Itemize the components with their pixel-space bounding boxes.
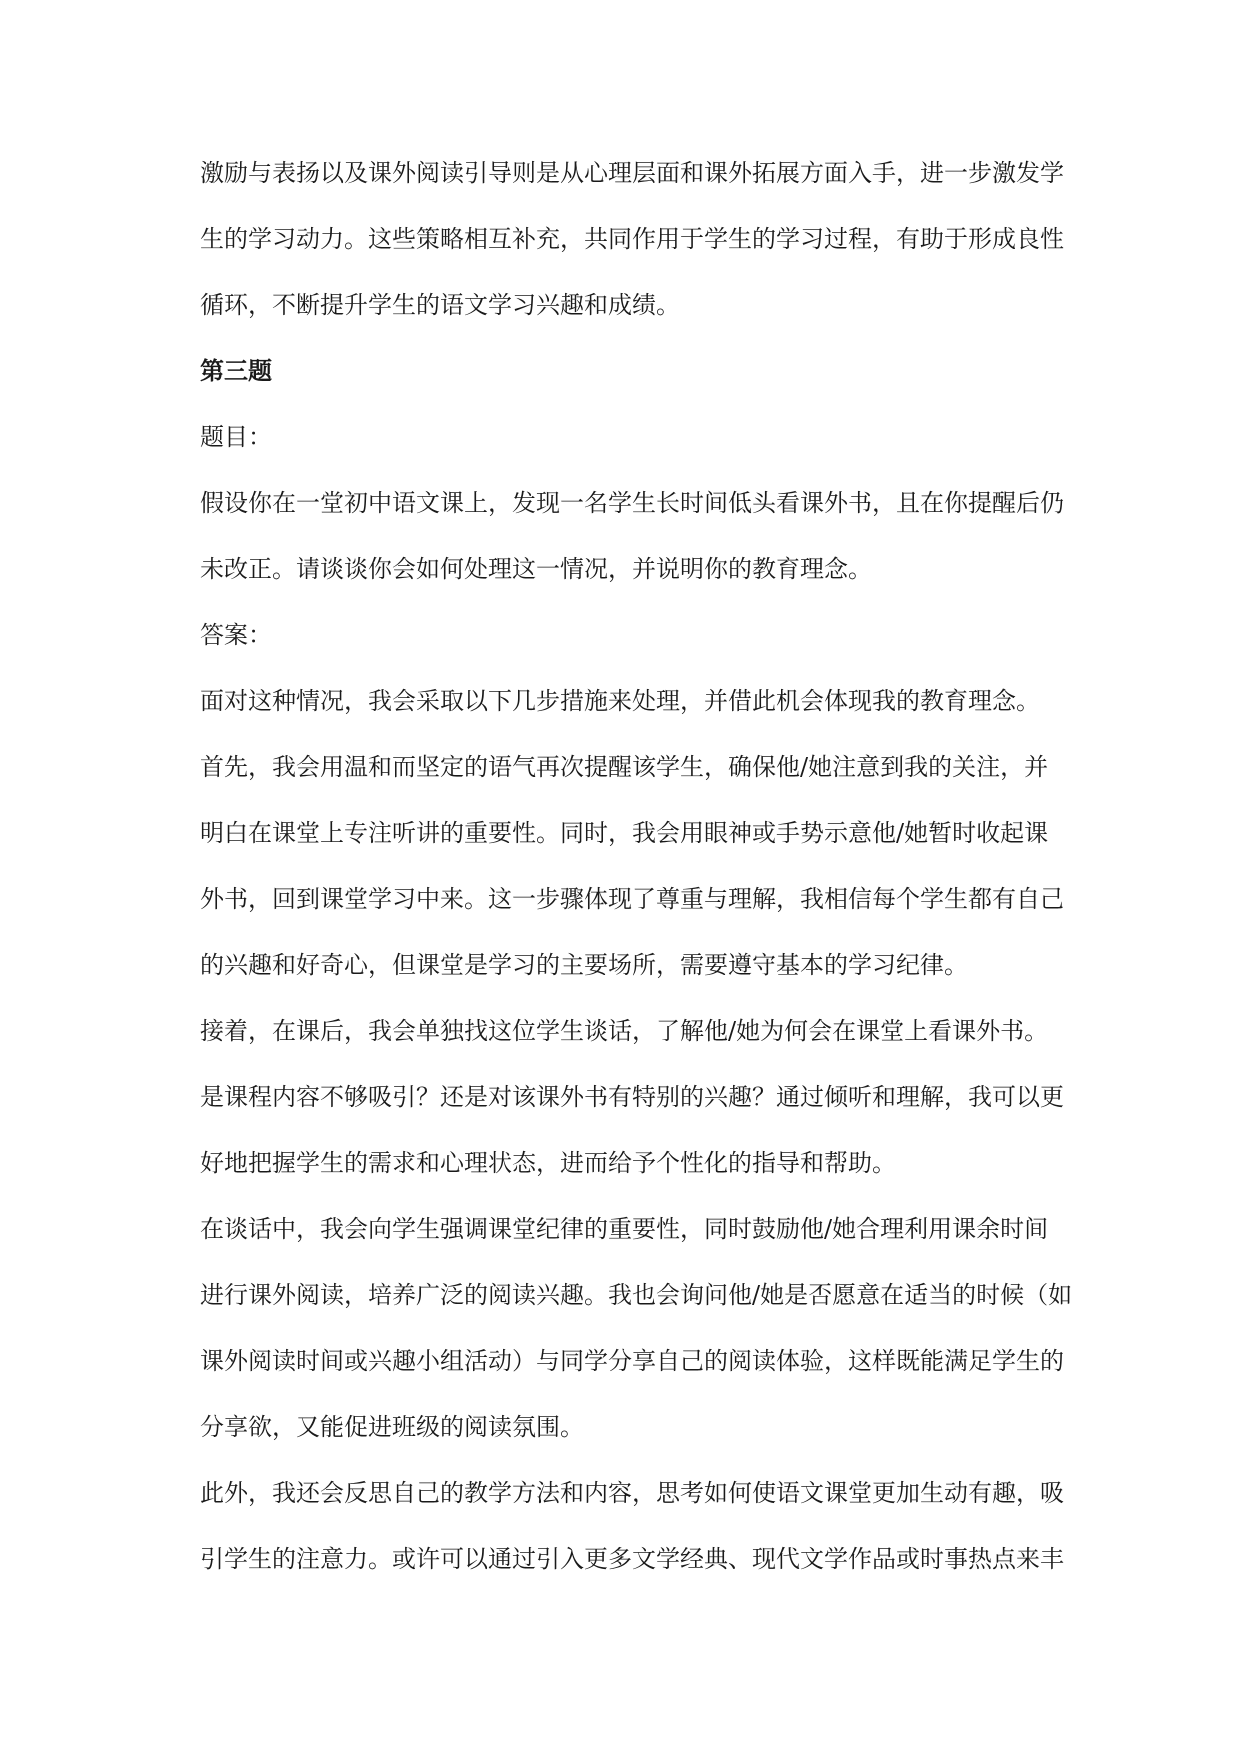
text-line: 面对这种情况，我会采取以下几步措施来处理，并借此机会体现我的教育理念。 [200,687,1040,715]
text-line: 首先，我会用温和而坚定的语气再次提醒该学生，确保他/她注意到我的关注，并 [200,753,1049,781]
document-body [200,140,1100,1592]
text-line: 假设你在一堂初中语文课上，发现一名学生长时间低头看课外书，且在你提醒后仍 [200,489,1064,517]
text-line: 分享欲，又能促进班级的阅读氛围。 [200,1413,584,1441]
text-line: 此外，我还会反思自己的教学方法和内容，思考如何使语文课堂更加生动有趣，吸 [200,1479,1064,1507]
text-line: 课外阅读时间或兴趣小组活动）与同学分享自己的阅读体验，这样既能满足学生的 [200,1347,1064,1375]
answer-label: 答案： [200,621,272,649]
text-line: 激励与表扬以及课外阅读引导则是从心理层面和课外拓展方面入手，进一步激发学 [200,159,1064,187]
text-line: 进行课外阅读，培养广泛的阅读兴趣。我也会询问他/她是否愿意在适当的时候（如 [200,1281,1073,1309]
question-label: 题目： [200,423,272,451]
text-line: 是课程内容不够吸引？还是对该课外书有特别的兴趣？通过倾听和理解，我可以更 [200,1083,1064,1111]
text-line: 引学生的注意力。或许可以通过引入更多文学经典、现代文学作品或时事热点来丰 [200,1545,1064,1573]
text-line: 在谈话中，我会向学生强调课堂纪律的重要性，同时鼓励他/她合理利用课余时间 [200,1215,1049,1243]
text-line: 接着，在课后，我会单独找这位学生谈话，了解他/她为何会在课堂上看课外书。 [200,1017,1049,1045]
text-line: 循环，不断提升学生的语文学习兴趣和成绩。 [200,291,680,319]
section-heading: 第三题 [200,357,272,385]
text-line: 外书，回到课堂学习中来。这一步骤体现了尊重与理解，我相信每个学生都有自己 [200,885,1064,913]
text-line: 明白在课堂上专注听讲的重要性。同时，我会用眼神或手势示意他/她暂时收起课 [200,819,1049,847]
text-line: 好地把握学生的需求和心理状态，进而给予个性化的指导和帮助。 [200,1149,896,1177]
text-line: 生的学习动力。这些策略相互补充，共同作用于学生的学习过程，有助于形成良性 [200,225,1064,253]
text-line: 的兴趣和好奇心，但课堂是学习的主要场所，需要遵守基本的学习纪律。 [200,951,968,979]
text-line: 未改正。请谈谈你会如何处理这一情况，并说明你的教育理念。 [200,555,872,583]
